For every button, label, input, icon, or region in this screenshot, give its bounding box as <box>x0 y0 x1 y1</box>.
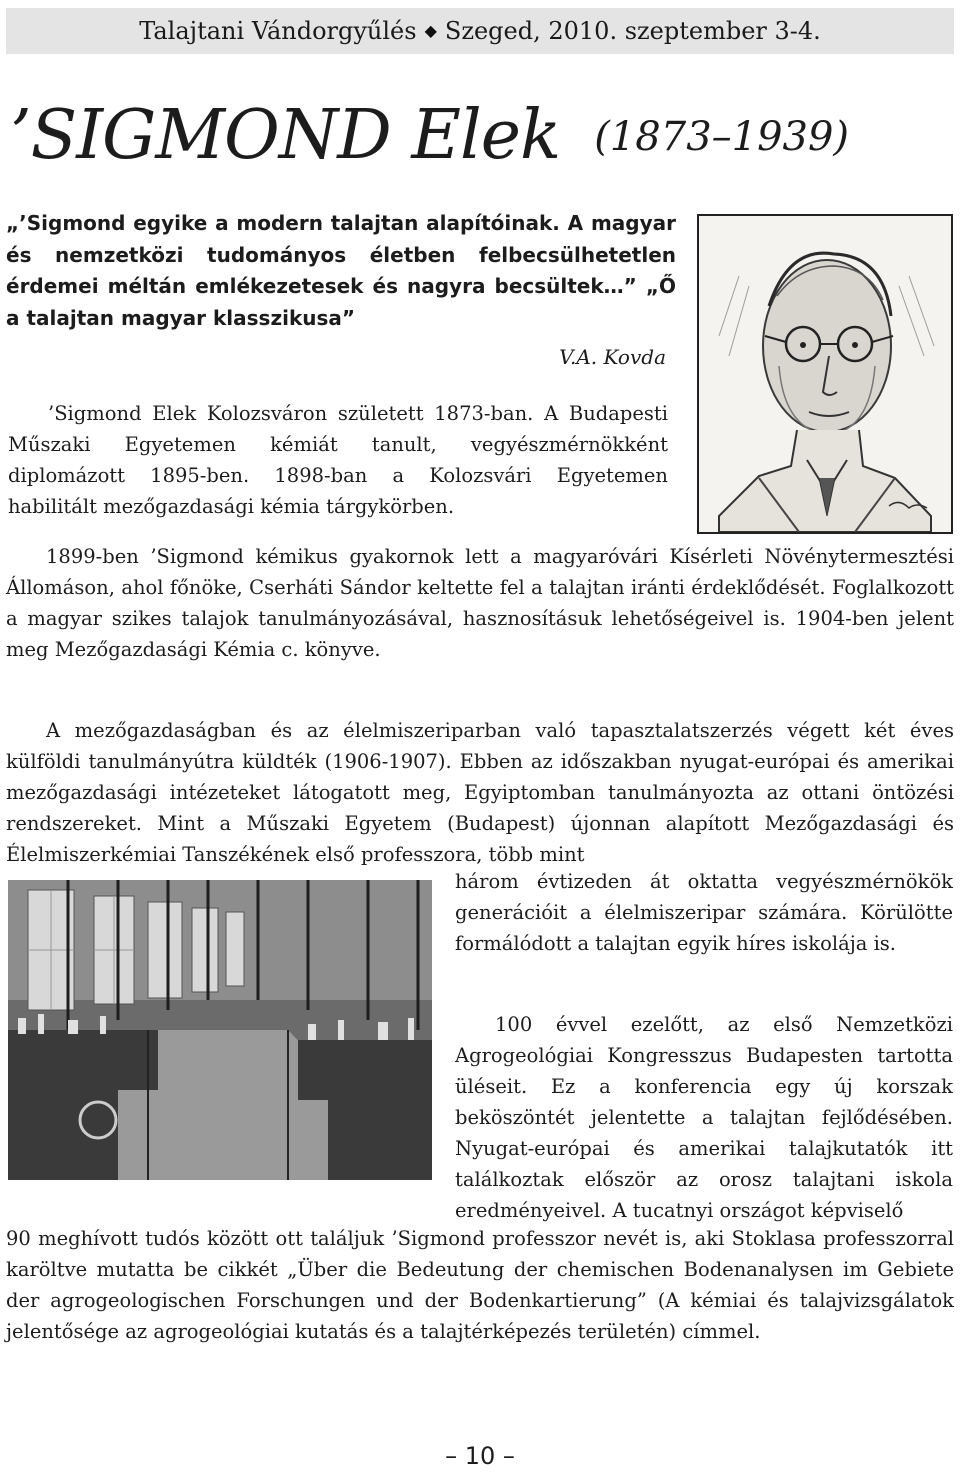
running-header <box>6 8 954 54</box>
title-years: (1873–1939) <box>594 114 850 160</box>
epigraph-quote: „’Sigmond egyike a modern talajtan alapítóinak. A magyar és nemzetközi tudományos életben felbecsülhetetlen érdemei méltán emlékezetesek és nagyra becsültek…” „Ő a talajtan magyar klasszikusa” <box>6 211 676 330</box>
paragraph-4: 100 évvel ezelőtt, az első Nemzetközi Agrogeológiai Kongresszus Budapesten tartotta üléseit. Ez a konferencia egy új korszak beköszöntét jelentette a talajtan fejlődésében. Nyugat-európai és amerikai talajkutatók itt találkoztak először az orosz talajtani iskola eredményeivel. A tucatnyi országot képviselő <box>455 1013 953 1222</box>
paragraph-3-continued: három évtizeden át oktatta vegyészmérnökök generációit a élelmiszeripar számára. Körülötte formálódott a talajtan egyik híres iskolája is. <box>455 870 953 955</box>
page-title <box>10 96 950 186</box>
paragraph-2: 1899-ben ’Sigmond kémikus gyakornok lett a magyaróvári Kísérleti Növénytermesztési Állomáson, ahol főnöke, Cserháti Sándor keltette fel a talajtan iránti érdeklődését. Foglalkozott a magyar szikes talajok tanulmányozásával, hasznosításuk lehetőségeivel is. 1904-ben jelent meg Mezőgazdasági Kémia c. könyve. <box>6 545 954 661</box>
portrait-drawing <box>697 214 953 534</box>
paragraph-1: ’Sigmond Elek Kolozsváron született 1873-ban. A Budapesti Műszaki Egyetemen kémiát tanult, vegyészmérnökként diplomázott 1895-ben. 1898-ban a Kolozsvári Egyetemen habilitált mezőgazdasági kémia tárgykörben. <box>8 402 668 518</box>
page-number: – 10 – <box>445 1442 515 1470</box>
quote-author: V.A. Kovda <box>559 345 666 369</box>
laboratory-photo <box>8 880 432 1180</box>
paragraph-3: A mezőgazdaságban és az élelmiszeriparban való tapasztalatszerzés végett két éves külföldi tanulmányútra küldték (1906-1907). Ebben az időszakban nyugat-európai és amerikai mezőgazdasági intézeteket látogatott meg, Egyiptomban tanulmányozta az ottani öntözési rendszereket. Mint a Műszaki Egyetem (Budapest) újonnan alapított Mezőgazdasági és Élelmiszerkémiai Tanszékének első professzora, több mint <box>6 719 954 866</box>
paragraph-4-continued: 90 meghívott tudós között ott találjuk ’Sigmond professzor nevét is, aki Stoklasa professzorral karöltve mutatta be cikkét „Über die Bedeutung der chemischen Bodenanalysen im Gebiete der agrogeologischen Forschungen und der Bodenkartierung” (A kémiai és talajvizsgálatok jelentősége az agrogeológiai kutatás és a talajtérképezés területén) címmel. <box>6 1227 954 1343</box>
diamond-icon: ◆ <box>424 21 437 40</box>
portrait-drawing-icon <box>699 216 951 532</box>
header-right: Szeged, 2010. szeptember 3-4. <box>444 17 821 45</box>
header-left: Talajtani Vándorgyűlés <box>139 17 417 45</box>
laboratory-photo-icon <box>8 880 432 1180</box>
title-name: ’SIGMOND Elek <box>10 96 561 175</box>
